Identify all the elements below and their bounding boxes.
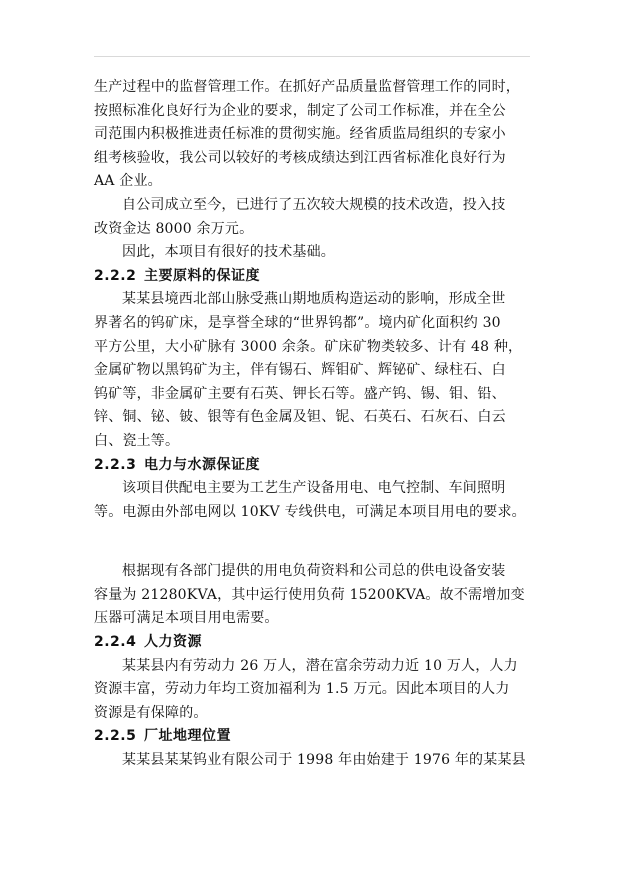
section-title: 电力与水源保证度 bbox=[144, 456, 260, 473]
spacer bbox=[94, 524, 530, 560]
document-body bbox=[94, 76, 530, 773]
text-line: 钨矿等，非金属矿主要有石英、钾长石等。盛产钨、锡、钼、铅、 bbox=[94, 385, 506, 402]
text-line: 锌、铜、铋、铍、银等有色金属及钽、铌、石英石、石灰石、白云 bbox=[94, 409, 506, 426]
section-heading-raw-materials bbox=[94, 265, 530, 289]
paragraph-technical-basis bbox=[94, 241, 530, 265]
text-line: 该项目供配电主要为工艺生产设备用电、电气控制、车间照明 bbox=[122, 480, 506, 497]
text-line: 资源是有保障的。 bbox=[94, 704, 208, 721]
paragraph-labor-force bbox=[94, 655, 530, 726]
section-number: 2.2.2 bbox=[94, 267, 137, 284]
text-line: 界著名的钨矿床，是享誉全球的“世界钨都”。境内矿化面积约 30 bbox=[94, 314, 501, 331]
text-line: 司范围内积极推进责任标准的贯彻实施。经省质监局组织的专家小 bbox=[94, 126, 506, 143]
paragraph-quality-management bbox=[94, 76, 530, 194]
section-heading-site-location bbox=[94, 725, 530, 749]
paragraph-technical-upgrade bbox=[94, 194, 530, 241]
paragraph-electrical-capacity bbox=[94, 560, 530, 631]
text-line: 金属矿物以黑钨矿为主，伴有锡石、辉钼矿、辉铋矿、绿柱石、白 bbox=[94, 362, 506, 379]
paragraph-power-supply bbox=[94, 477, 530, 524]
text-line: 平方公里，大小矿脉有 3000 余条。矿床矿物类较多、计有 48 种， bbox=[94, 338, 523, 355]
paragraph-mineral-resources bbox=[94, 288, 530, 453]
text-line: 容量为 21280KVA，其中运行使用负荷 15200KVA。故不需增加变 bbox=[94, 586, 525, 603]
section-title: 厂址地理位置 bbox=[144, 728, 231, 745]
section-number: 2.2.4 bbox=[94, 634, 137, 651]
section-title: 主要原料的保证度 bbox=[144, 267, 260, 284]
text-line: 因此，本项目有很好的技术基础。 bbox=[122, 244, 335, 261]
text-line: 生产过程中的监督管理工作。在抓好产品质量监督管理工作的同时， bbox=[94, 79, 520, 95]
text-line: 白、瓷土等。 bbox=[94, 432, 180, 449]
text-line: 压器可满足本项目用电需要。 bbox=[94, 610, 279, 627]
section-number: 2.2.3 bbox=[94, 456, 137, 473]
text-line: 某某县内有劳动力 26 万人，潜在富余劳动力近 10 万人，人力 bbox=[122, 657, 518, 674]
text-line: 改资金达 8000 余万元。 bbox=[94, 220, 254, 237]
text-line: 自公司成立至今，已进行了五次较大规模的技术改造，投入技 bbox=[122, 196, 506, 213]
text-line: 等。电源由外部电网以 10KV 专线供电，可满足本项目用电的要求。 bbox=[94, 503, 526, 520]
section-title: 人力资源 bbox=[144, 634, 202, 651]
text-line: 某某县境西北部山脉受燕山期地质构造运动的影响，形成全世 bbox=[122, 291, 506, 308]
section-heading-power-water bbox=[94, 454, 530, 478]
text-line: 某某县某某钨业有限公司于 1998 年由始建于 1976 年的某某县 bbox=[122, 752, 526, 769]
text-line: AA 企业。 bbox=[94, 173, 162, 190]
section-number: 2.2.5 bbox=[94, 728, 137, 745]
paragraph-company-history bbox=[94, 749, 530, 773]
text-line: 按照标准化良好行为企业的要求，制定了公司工作标准，并在全公 bbox=[94, 102, 506, 119]
page-header-rule bbox=[94, 56, 530, 57]
section-heading-human-resources bbox=[94, 631, 530, 655]
text-line: 资源丰富，劳动力年均工资加福利为 1.5 万元。因此本项目的人力 bbox=[94, 681, 510, 698]
text-line: 组考核验收，我公司以较好的考核成绩达到江西省标准化良好行为 bbox=[94, 149, 506, 166]
text-line: 根据现有各部门提供的用电负荷资料和公司总的供电设备安装 bbox=[122, 563, 506, 580]
